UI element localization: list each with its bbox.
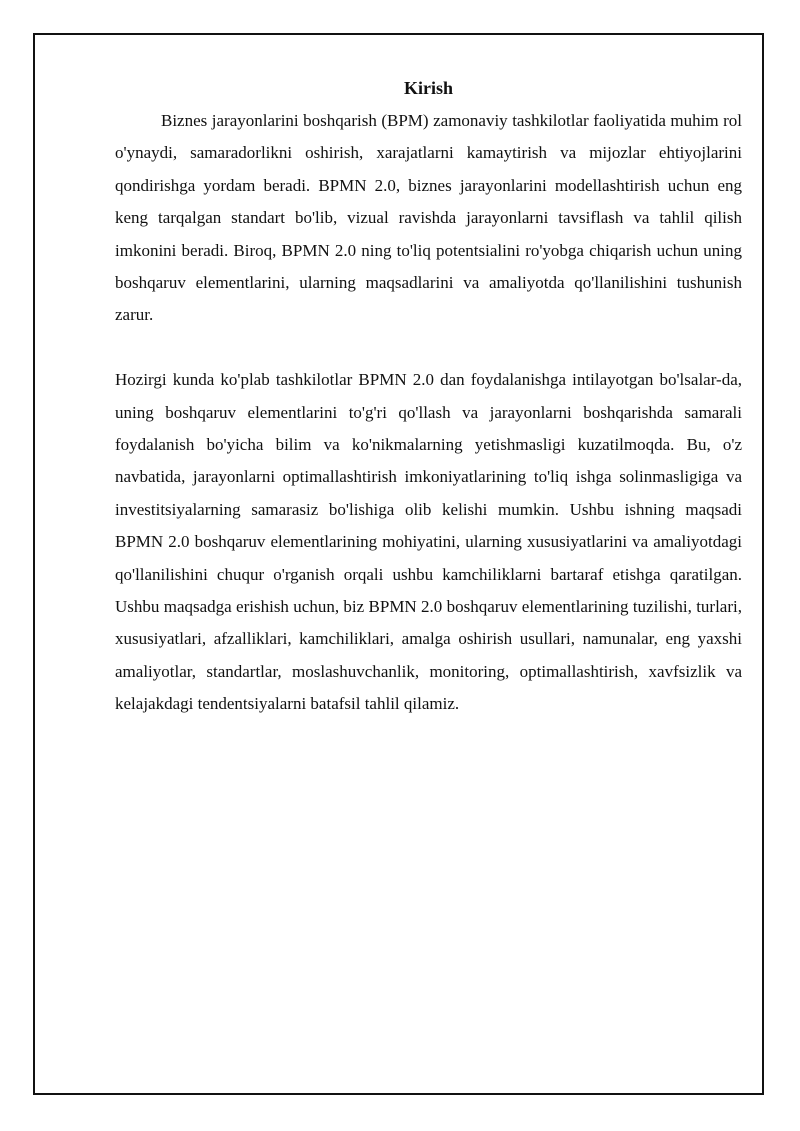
paragraph-problem: Hozirgi kunda ko'plab tashkilotlar BPMN 2.0 dan foydalanishga intilayotgan bo'lsalar-da, uning boshqaruv elementlarini to'g'ri qo'llash va jarayonlarni boshqarishda samarali foydalanish bo'yicha bilim va ko'nikmalarning yetishmasligi kuzatilmoqda. Bu, o'z navbatida, jarayonlarni optimallashtirish imkoniyatlarining to'liq ishga solinmasligiga va investitsiyalarning samarasiz bo'lishiga olib kelishi mumkin. Ushbu ishning maqsadi BPMN 2.0 boshqaruv elementlarining mohiyatini, ularning xususiyatlarini va amaliyotdagi qo'llanilishini chuqur o'rganish orqali ushbu kamchiliklarni bartaraf etishga qaratilgan. Ushbu maqsadga erishish uchun, biz BPMN 2.0 boshqaruv elementlarining tuzilishi, turlari, xususiyatlari, afzalliklari, kamchiliklari, amalga oshirish usullari, namunalar, eng yaxshi amaliyotlar, standartlar, moslashuvchanlik, monitoring, optimallashtirish, xavfsizlik va kelajakdagi tendentsiyalarni batafsil tahlil qilamiz. bbox=[115, 370, 742, 714]
paragraph-intro: Biznes jarayonlarini boshqarish (BPM) zamonaviy tashkilotlar faoliyatida muhim rol o'ynaydi, samaradorlikni oshirish, xarajatlarni kamaytirish va mijozlar ehtiyojlarini qondirishga yordam beradi. BPMN 2.0, biznes jarayonlarini modellashtirish uchun eng keng tarqalgan standart bo'lib, vizual ravishda jarayonlarni tavsiflash va tahlil qilish imkonini beradi. Biroq, BPMN 2.0 ning to'liq potentsialini ro'yobga chiqarish uchun uning boshqaruv elementlarini, ularning maqsadlarini va amaliyotda qo'llanilishini tushunish zarur. bbox=[115, 111, 742, 325]
paragraph-spacer bbox=[115, 332, 742, 364]
document-body bbox=[115, 74, 742, 721]
page-title: Kirish bbox=[403, 78, 453, 98]
